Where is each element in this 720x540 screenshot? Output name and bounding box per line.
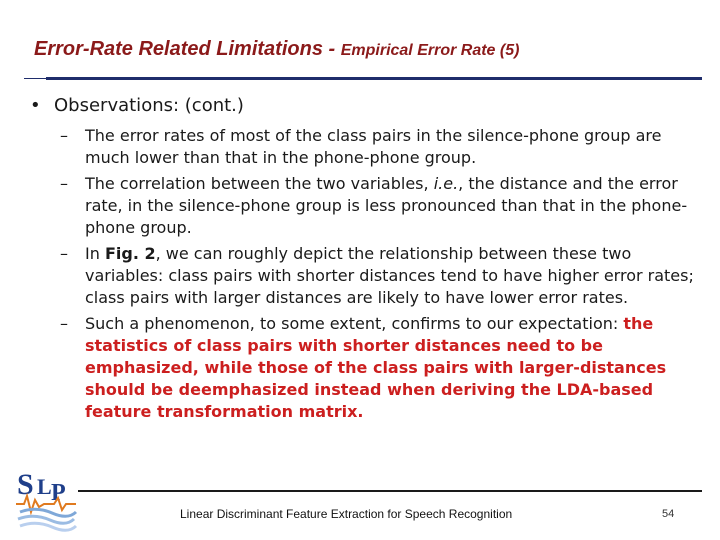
page-number: 54 — [662, 508, 675, 520]
footer-divider — [78, 490, 702, 492]
title-divider — [46, 77, 702, 80]
dash-icon: – — [60, 174, 68, 193]
sub-bullet-4-pre: Such a phenomenon, to some extent, confirms to our expectation: — [85, 314, 624, 333]
sub-bullet-2-ie: i.e. — [433, 174, 459, 193]
footer-text: Linear Discriminant Feature Extraction for Speech Recognition — [180, 507, 513, 521]
svg-text:L: L — [37, 474, 52, 499]
bullet-observations — [24, 94, 700, 118]
bullet-dot-icon: • — [30, 95, 41, 116]
sub-bullet-4 — [24, 313, 697, 423]
sub-bullet-2-pre: The correlation between the two variables, — [85, 174, 434, 193]
sub-bullet-3-pre: In — [85, 244, 105, 263]
emphasis-text: the statistics of class pairs with shorter distances need to be emphasized, while those of the class pairs with larger-distances should be deemphasized instead when deriving the LDA-based feature transformation matrix. — [85, 314, 667, 421]
slide-title — [34, 38, 694, 61]
sub-bullet-2-post: , the distance and the error rate, in the silence-phone group is less pronounced than that in the phone-phone group. — [85, 174, 688, 237]
sub-bullet-3-post: , we can roughly depict the relationship between these two variables: class pairs with shorter distances tend to have higher error rates; class pairs with larger distances are likely to have lower error rates. — [85, 244, 694, 307]
title-main: Error-Rate Related Limitations - — [34, 38, 341, 60]
sub-bullet-list — [24, 125, 700, 423]
sub-bullet-1-text: The error rates of most of the class pairs in the silence-phone group are much lower than that in the phone-phone group. — [85, 126, 662, 167]
sub-bullet-1 — [24, 125, 697, 169]
dash-icon: – — [60, 314, 68, 333]
sub-bullet-3 — [24, 243, 697, 309]
dash-icon: – — [60, 244, 68, 263]
svg-text:P: P — [51, 480, 66, 506]
slp-logo — [14, 460, 78, 532]
bullet-observations-text: Observations: (cont.) — [54, 95, 244, 116]
slide-content — [24, 94, 700, 427]
dash-icon: – — [60, 126, 68, 145]
fig-reference: Fig. 2 — [104, 244, 156, 263]
sub-bullet-2 — [24, 173, 697, 239]
svg-text:S: S — [17, 468, 34, 501]
title-divider-accent — [24, 78, 48, 79]
title-sub: Empirical Error Rate (5) — [340, 42, 520, 59]
